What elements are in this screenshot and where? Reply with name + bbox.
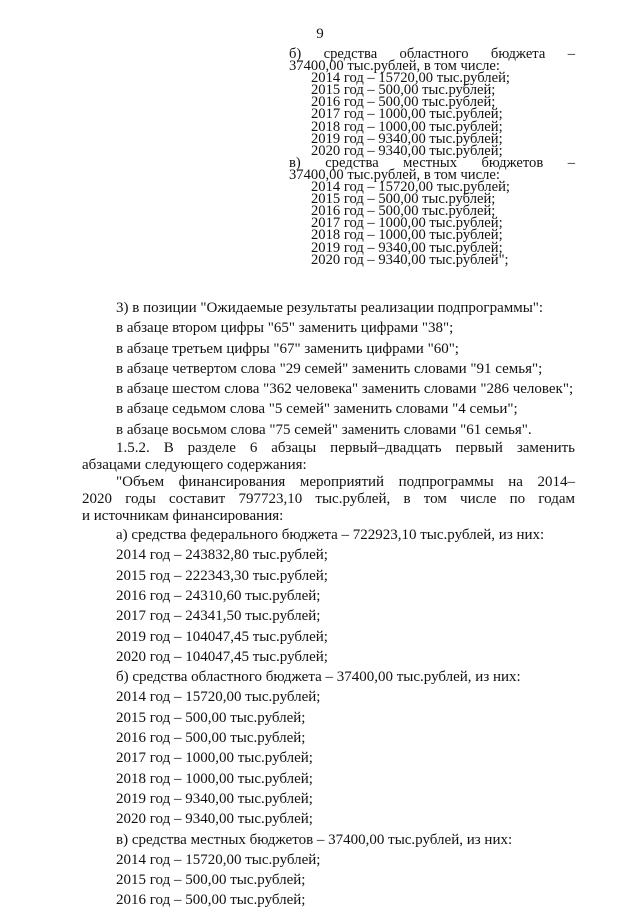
regional-year-line: 2020 год – 9340,00 тыс.рублей; [311,142,503,159]
local-budget-heading: в) средства местных бюджетов – [289,154,575,171]
regional-year-line-2: 2015 год – 500,00 тыс.рублей; [116,709,306,726]
section-1-5-2-line1: 1.5.2. В разделе 6 абзацы первый–двадцать первый заменить [116,440,575,457]
section-1-5-2-line2: абзацами следующего содержания: [82,457,307,474]
regional-year-line-2: 2017 год – 1000,00 тыс.рублей; [116,750,313,767]
page-number: 9 [316,26,324,42]
local-budget-heading-2: в) средства местных бюджетов – 37400,00 тыс.рублей, из них: [116,831,513,848]
item3-line: в абзаце третьем цифры "67" заменить цифрами "60"; [116,340,459,357]
top-funding-block [289,48,575,266]
regional-budget-heading-2: б) средства областного бюджета – 37400,00 тыс.рублей, из них: [116,669,521,686]
regional-year-line-2: 2020 год – 9340,00 тыс.рублей; [116,811,313,828]
regional-year-line: 2019 год – 9340,00 тыс.рублей; [311,130,503,147]
main-text [82,298,575,911]
regional-year-line-2: 2016 год – 500,00 тыс.рублей; [116,730,306,747]
item3-line: в абзаце втором цифры "65" заменить цифрами "38"; [116,320,454,337]
local-budget-total: 37400,00 тыс.рублей, в том числе: [289,166,500,183]
quote-line1: "Объем финансирования мероприятий подпрограммы на 2014– [116,474,575,491]
regional-year-line-2: 2014 год – 15720,00 тыс.рублей; [116,689,321,706]
local-year-line: 2014 год – 15720,00 тыс.рублей; [311,179,510,196]
local-year-line: 2018 год – 1000,00 тыс.рублей; [311,227,503,244]
regional-year-line: 2016 год – 500,00 тыс.рублей; [311,94,496,111]
local-year-line: 2019 год – 9340,00 тыс.рублей; [311,239,503,256]
federal-year-line: 2015 год – 222343,30 тыс.рублей; [116,567,328,584]
regional-budget-heading: б) средства областного бюджета – [289,46,575,62]
local-year-line: 2017 год – 1000,00 тыс.рублей; [311,215,503,232]
federal-year-line: 2016 год – 24310,60 тыс.рублей; [116,587,321,604]
local-year-line: 2020 год – 9340,00 тыс.рублей"; [311,251,509,268]
regional-year-line-2: 2018 год – 1000,00 тыс.рублей; [116,770,313,787]
federal-year-line: 2014 год – 243832,80 тыс.рублей; [116,547,328,564]
item3-line: в абзаце седьмом слова "5 семей" заменить словами "4 семьи"; [116,401,518,418]
regional-year-line: 2014 год – 15720,00 тыс.рублей; [311,70,510,87]
regional-budget-total: 37400,00 тыс.рублей, в том числе: [289,58,500,75]
federal-year-line: 2020 год – 104047,45 тыс.рублей; [116,648,328,665]
regional-year-line: 2015 год – 500,00 тыс.рублей; [311,82,496,99]
quote-line2: 2020 годы составит 797723,10 тыс.рублей, в том числе по годам [82,491,575,508]
quote-line3: и источникам финансирования: [82,508,284,525]
federal-budget-heading: а) средства федерального бюджета – 722923,10 тыс.рублей, из них: [116,527,545,544]
regional-year-line-2: 2019 год – 9340,00 тыс.рублей; [116,790,313,807]
item3-heading: 3) в позиции "Ожидаемые результаты реализации подпрограммы": [116,300,544,316]
regional-year-line: 2017 год – 1000,00 тыс.рублей; [311,106,503,123]
local-year-line-2: 2014 год – 15720,00 тыс.рублей; [116,851,321,868]
item3-line: в абзаце шестом слова "362 человека" заменить словами "286 человек"; [116,381,574,398]
item3-line: в абзаце четвертом слова "29 семей" заменить словами "91 семья"; [116,360,543,377]
local-year-line: 2016 год – 500,00 тыс.рублей; [311,203,496,220]
local-year-line-2: 2016 год – 500,00 тыс.рублей; [116,892,306,909]
local-year-line: 2015 год – 500,00 тыс.рублей; [311,191,496,208]
local-year-line-2: 2015 год – 500,00 тыс.рублей; [116,872,306,889]
item3-line: в абзаце восьмом слова "75 семей" заменить словами "61 семья". [116,421,532,438]
federal-year-line: 2017 год – 24341,50 тыс.рублей; [116,608,321,625]
federal-year-line: 2019 год – 104047,45 тыс.рублей; [116,628,328,645]
regional-year-line: 2018 год – 1000,00 тыс.рублей; [311,118,503,135]
